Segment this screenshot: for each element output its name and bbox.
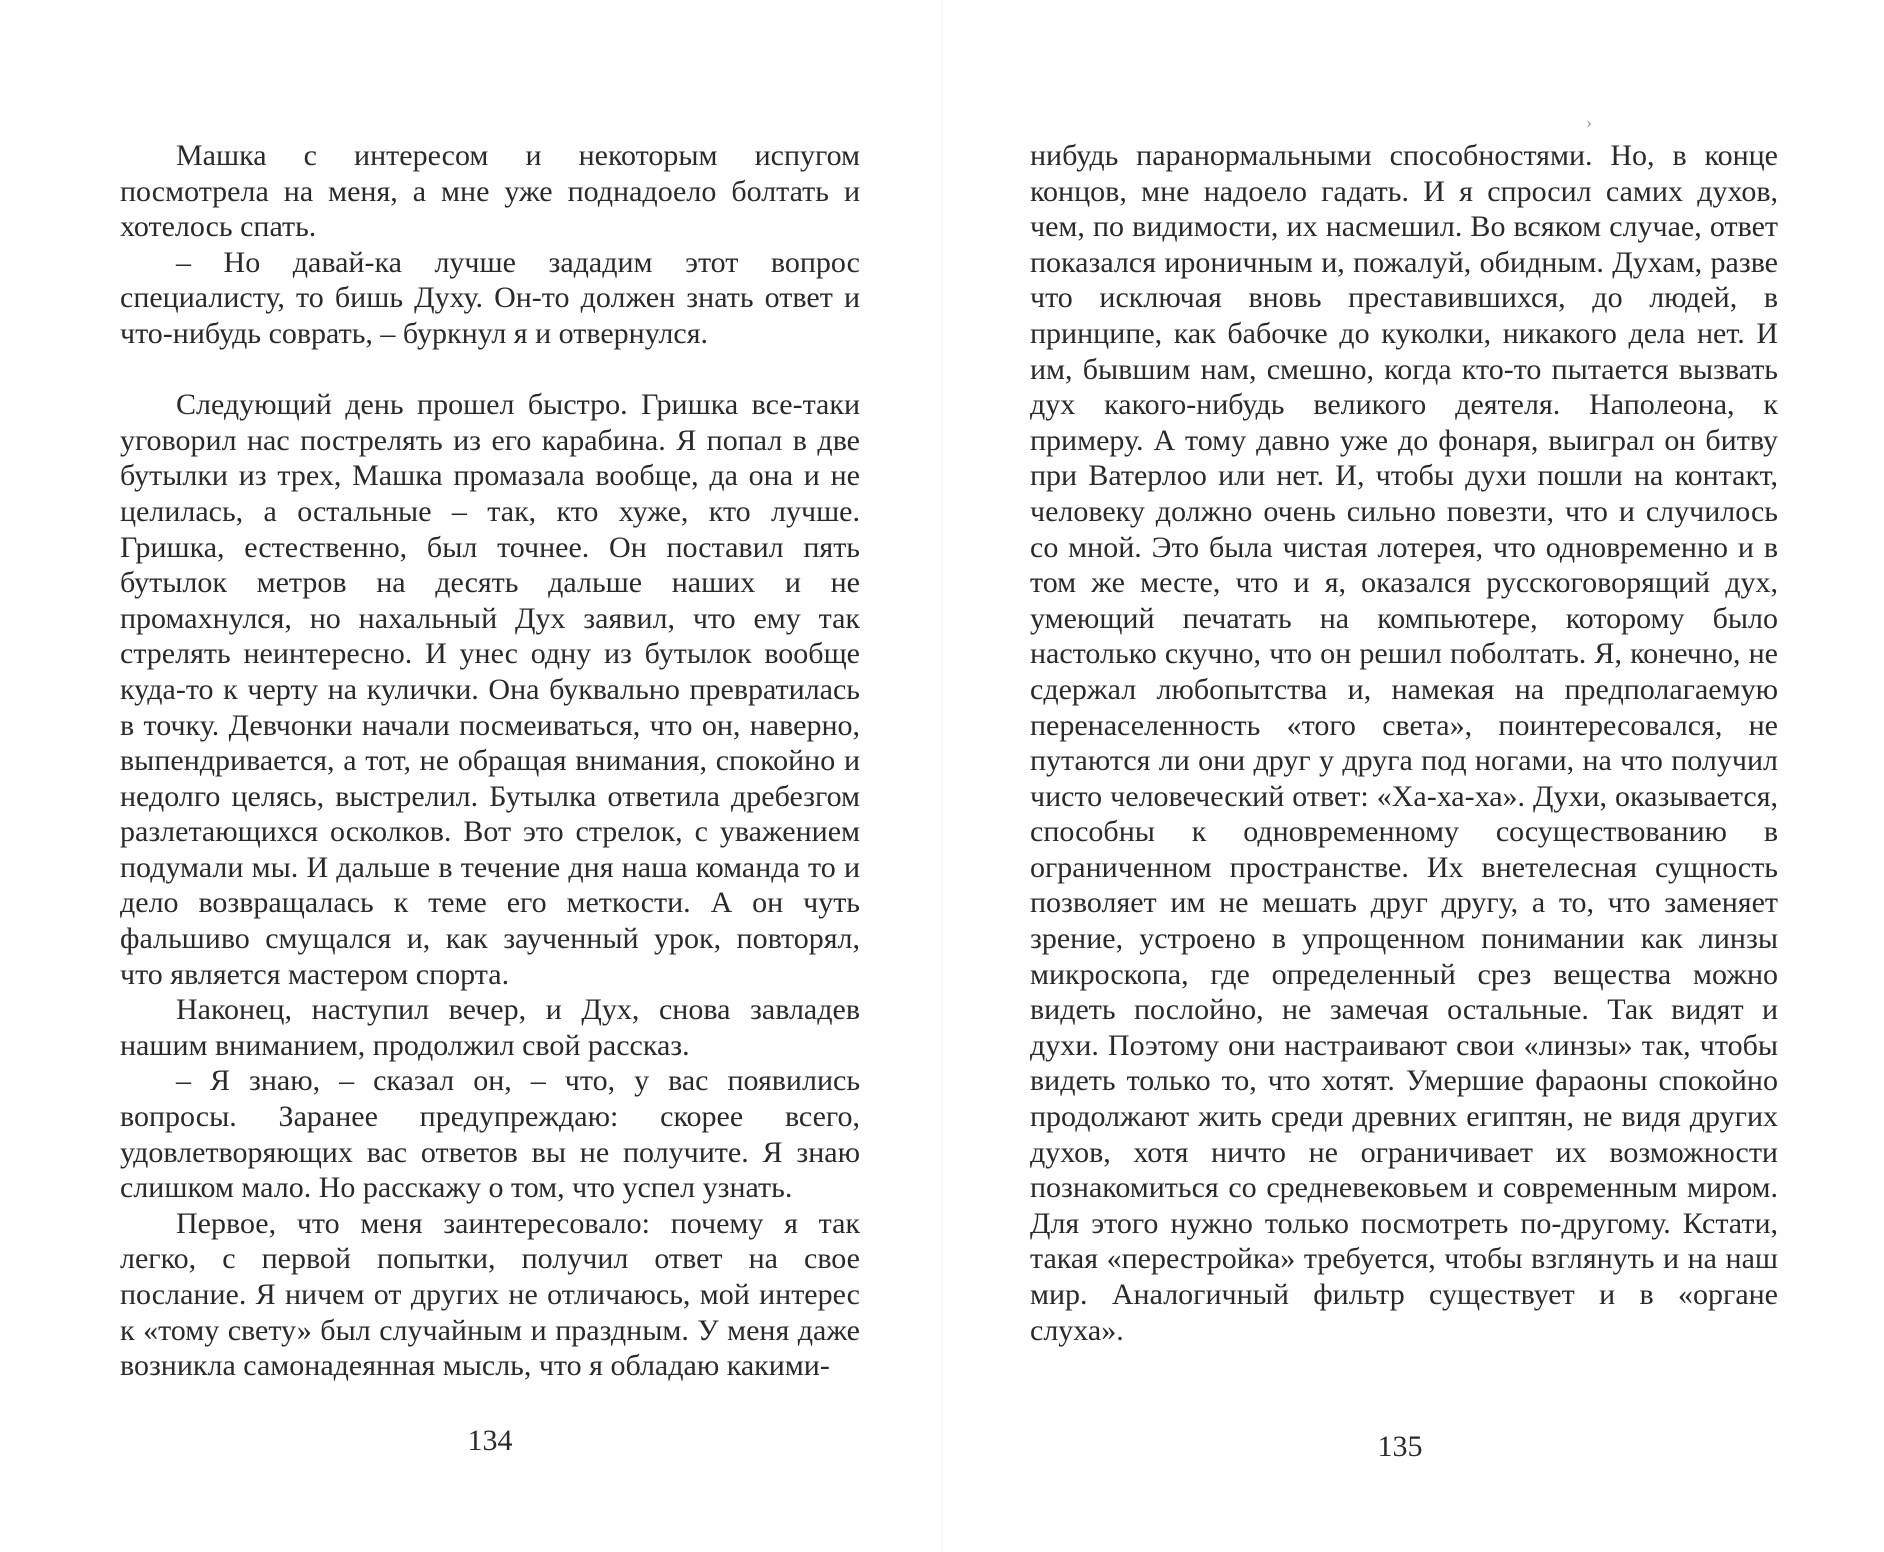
left-paragraph-6: Первое, что меня заинтересовало: почему я так легко, с первой попытки, получил ответ на свое послание. Я ничем от других не отличаюсь, мой интерес к «тому свету» был случайным и праздным. У меня даже возникла самонадеянная мысль, что я обладаю какими- xyxy=(120,1206,860,1383)
right-page-number: 135 xyxy=(1377,1430,1423,1463)
left-paragraph-4: Наконец, наступил вечер, и Дух, снова завладев нашим вниманием, продолжил свой рассказ. xyxy=(120,993,860,1062)
book-gutter xyxy=(940,0,944,1552)
left-paragraph-2: – Но давай-ка лучше зададим этот вопрос специалисту, то бишь Духу. Он-то должен знать ответ и что-нибудь соврать, – буркнул я и отвернулся. xyxy=(120,245,860,350)
left-page-text xyxy=(120,138,860,1384)
left-paragraph-1: Машка с интересом и некоторым испугом посмотрела на меня, а мне уже поднадоело болтать и хотелось спать. xyxy=(120,139,860,244)
right-page-text xyxy=(1030,138,1778,1348)
left-paragraph-5: – Я знаю, – сказал он, – что, у вас появились вопросы. Заранее предупреждаю: скорее всего, удовлетворяющих вас ответов вы не получите. Я знаю слишком мало. Но расскажу о том, что успел узнать. xyxy=(120,1064,860,1205)
right-paragraph-1: нибудь паранормальными способностями. Но, в конце концов, мне надоело гадать. И я спросил самих духов, чем, по видимости, их насмешил. Во всяком случае, ответ показался ироничным и, пожалуй, обидным. Духам, разве что исключая вновь преставившихся, до людей, в принципе, как бабочке до куколки, никакого дела нет. И им, бывшим нам, смешно, когда кто-то пытается вызвать дух какого-нибудь великого деятеля. Наполеона, к примеру. А тому давно уже до фонаря, выиграл он битву при Ватерлоо или нет. И, чтобы духи пошли на контакт, человеку должно очень сильно повезти, что и случилось со мной. Это была чистая лотерея, что одновременно и в том же месте, что и я, оказался русскоговорящий дух, умеющий печатать на компьютере, которому было настолько скучно, что он решил поболтать. Я, конечно, не сдержал любопытства и, намекая на предполагаемую перенаселенность «того света», поинтересовался, не путаются ли они друг у друга под ногами, на что получил чисто человеческий ответ: «Ха-ха-ха». Духи, оказывается, способны к одновременному сосуществованию в ограниченном пространстве. Их внетелесная сущность позволяет им не мешать друг другу, а то, что заменяет зрение, устроено в упрощенном понимании как линзы микроскопа, где определенный срез вещества можно видеть послойно, не замечая остальные. Так видят и духи. Поэтому они настраивают свои «линзы» так, чтобы видеть только то, что хотят. Умершие фараоны спокойно продолжают жить среди древних египтян, не видя других духов, хотя ничто не ограничивает их возможности познакомиться со средневековьем и современным миром. Для этого нужно только посмотреть по-другому. Кстати, такая «перестройка» требуется, чтобы взглянуть и на наш мир. Аналогичный фильтр существует и в «органе слуха». xyxy=(1030,139,1778,1347)
paper-speck-mark: › xyxy=(1586,112,1592,132)
left-paragraph-3: Следующий день прошел быстро. Гришка все-таки уговорил нас пострелять из его карабина. Я попал в две бутылки из трех, Машка промазала вообще, да она и не целилась, а остальные – так, кто хуже, кто лучше. Гришка, естественно, был точнее. Он поставил пять бутылок метров на десять дальше наших и не промахнулся, но нахальный Дух заявил, что ему так стрелять неинтересно. И унес одну из бутылок вообще куда-то к черту на кулички. Она буквально превратилась в точку. Девчонки начали посмеиваться, что он, наверно, выпендривается, а тот, не обращая внимания, спокойно и недолго целясь, выстрелил. Бутылка ответила дребезгом разлетающихся осколков. Вот это стрелок, с уважением подумали мы. И дальше в течение дня наша команда то и дело возвращалась к теме его меткости. А он чуть фальшиво смущался и, как заученный урок, повторял, что является мастером спорта. xyxy=(120,388,860,991)
left-page-number: 134 xyxy=(467,1424,513,1457)
